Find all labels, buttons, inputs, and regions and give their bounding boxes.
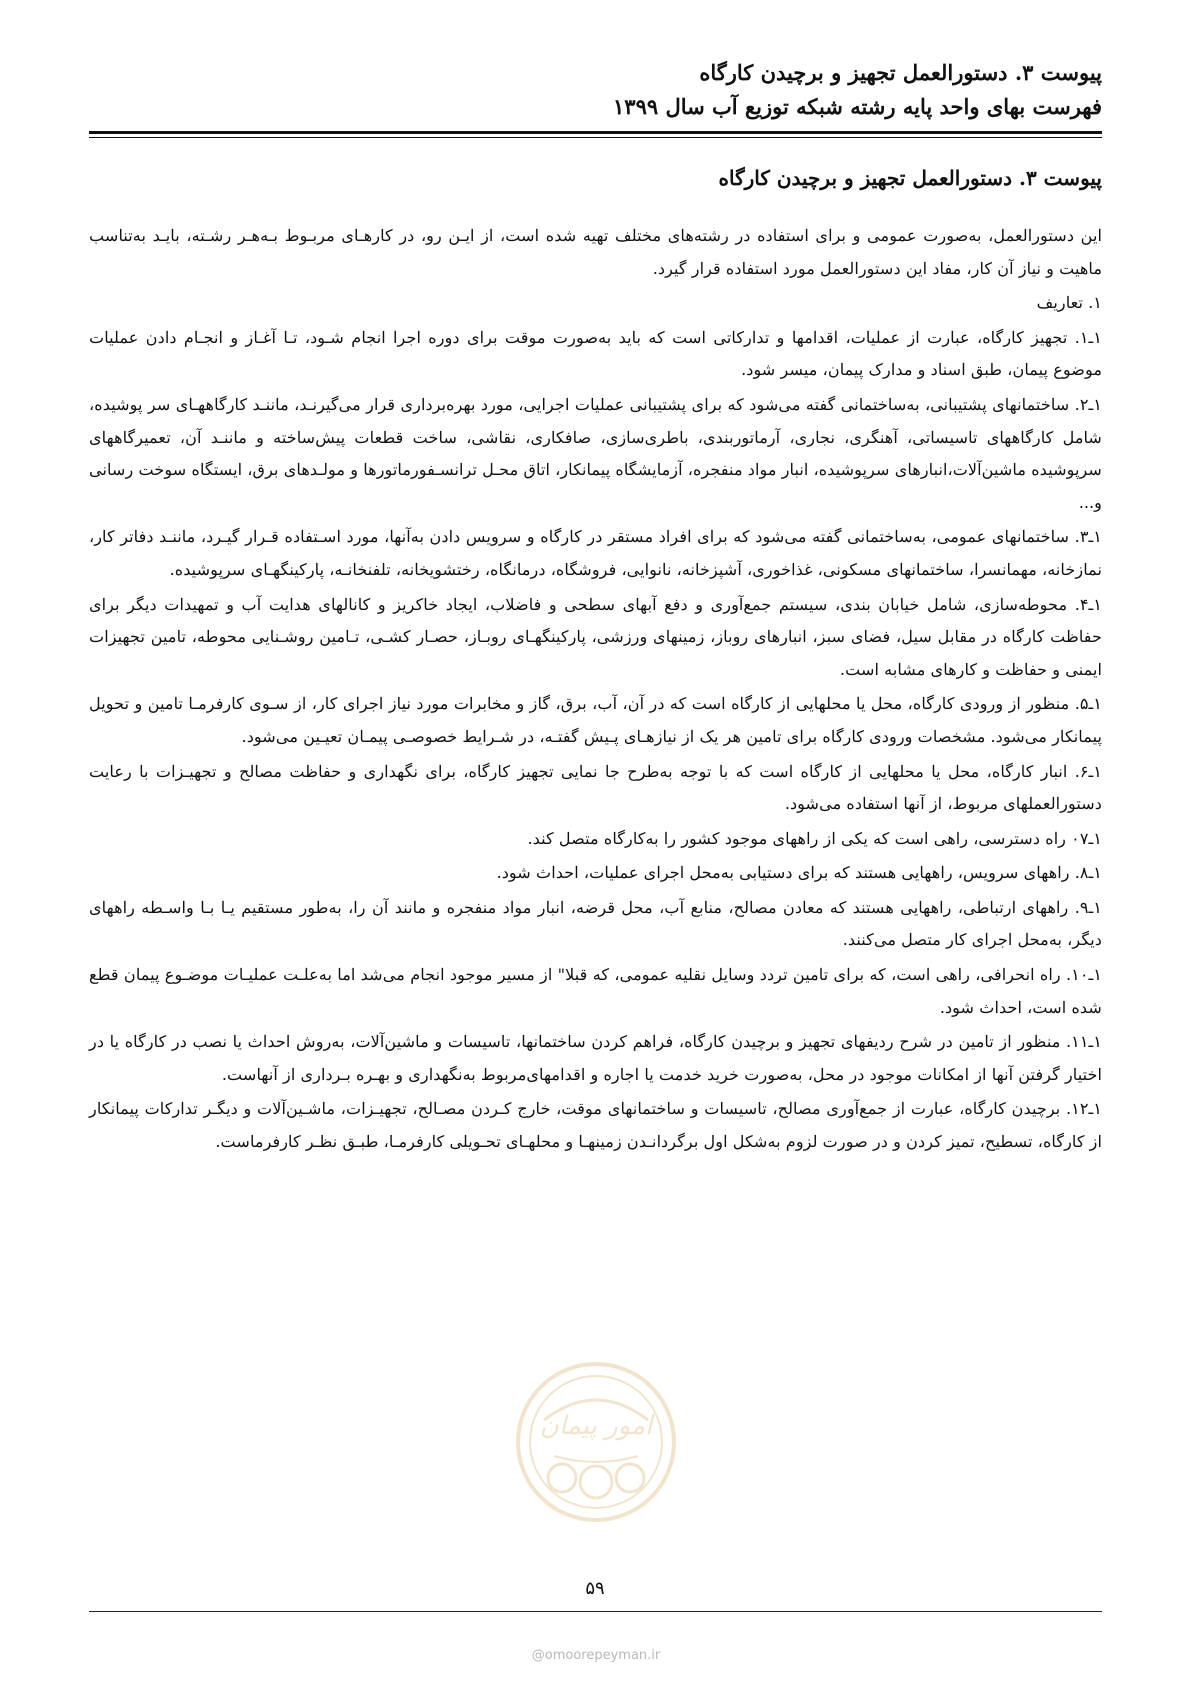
paragraph-1-4: ۱ـ۴. محوطه‌سازی، شامل خیابان بندی، سیستم جمع‌آوری و دفع آبهای سطحی و فاضلاب، ایجاد خاکریز و کانالهای هدایت آب و تمهیدات دیگر برای حفاظت کارگاه در مقابل سیل، فضای سبز، انبارهای روباز، زمینهای ورزشی، پارکینگهـای روبـاز، حصـار کشـی، تـامین روشـنایی محوطه، تامین تجهیزات ایمنی و حفاظت و کارهای مشابه است.: [89, 594, 1102, 679]
header-rule-thick: [89, 131, 1102, 134]
paragraph-1-12: ۱ـ۱۲. برچیدن کارگاه، عبارت از جمع‌آوری مصالح، تاسیسات و ساختمانهای موقت، خارج کـردن مصـالح، تجهیـزات، ماشـین‌آلات و دیگـر تدارکات پیمانکار از کارگاه، تسطیح، تمیز کردن و در صورت لزوم به‌شکل اول برگردانـدن زمینهـا و محلهـای تحـویلی کارفرمـا، طبـق نظـر کارفرماست.: [89, 1099, 1102, 1152]
paragraph-1-11: ۱ـ۱۱. منظور از تامین در شرح ردیفهای تجهیز و برچیدن کارگاه، فراهم کردن ساختمانها، تاسیسات و ماشین‌آلات، به‌روش احداث یا نصب در کارگاه یا در اختیار گرفتن آنها از امکانات موجود در محل، به‌صورت خرید خدمت یا اجاره و اقدامهای‌مربوط به‌نگهداری و بهـره بـرداری از آنهاست.: [89, 1032, 1102, 1084]
running-header: [89, 56, 1102, 124]
paragraph-1-5: ۱ـ۵. منظور از ورودی کارگاه، محل یا محلهایی از کارگاه است که در آن، آب، برق، گاز و مخابرات مورد نیاز اجرای کار، از سـوی کارفرمـا تامین و تحویل پیمانکار می‌شود. مشخصات ورودی کارگاه برای تامین هر یک از نیازهـای پـیش گفتـه، در شـرایط خصوصـی پیمـان تعیـین می‌شود.: [89, 694, 1102, 746]
paragraph-1-7: ۱ـ۰۷ راه دسترسی، راهی است که یکی از راههای موجود کشور را به‌کارگاه متصل کند.: [527, 828, 1102, 848]
section-title: پیوست ۳. دستورالعمل تجهیز و برچیدن کارگاه: [718, 166, 1102, 190]
page-number: ۵۹: [585, 1578, 605, 1599]
footer-rule: [89, 1611, 1102, 1612]
paragraph-1-6: ۱ـ۶. انبار کارگاه، محل یا محلهایی از کارگاه است که با توجه به‌طرح جا نمایی تجهیز کارگاه، برای نگهداری و حفاظت مصالح و تجهیـزات با رعایت دستورالعملهای مربوط، از آنها استفاده می‌شود.: [89, 761, 1102, 814]
paragraph-1-1: ۱ـ۱. تجهیز کارگاه، عبارت از عملیات، اقدامها و تدارکاتی است که باید به‌صورت موقت برای دوره اجرا انجام شـود، تـا آغـاز و انجـام دادن عملیات موضوع پیمان، طبق اسناد و مدارک پیمان، میسر شود.: [89, 327, 1102, 380]
paragraph-intro: این دستورالعمل، به‌صورت عمومی و برای استفاده در رشته‌های مختلف تهیه شده است، از ایـن رو، در کارهـای مربـوط بـه‌هـر رشـته، بایـد به‌تناسب ماهیت و نیاز آن کار، مفاد این دستورالعمل مورد استفاده قرار گیرد.: [89, 226, 1102, 278]
paragraph-1-10: ۱ـ۱۰. راه انحرافی، راهی است، که برای تامین تردد وسایل نقلیه عمومی، که قبلا" از مسیر موجود انجام می‌شد اما به‌علـت عملیـات موضـوع پیمان قطع شده است، احداث شود.: [89, 965, 1102, 1017]
watermark-seal-icon: [514, 1360, 678, 1524]
body-text: [89, 220, 1102, 1161]
paragraph-1-3: ۱ـ۳. ساختمانهای عمومی، به‌ساختمانی گفته می‌شود که برای افراد مستقر در کارگاه و سرویس دادن به‌آنها، مورد اسـتفاده قـرار گیـرد، ماننـد دفاتر کار، نمازخانه، مهمانسرا، ساختمانهای مسکونی، غذاخوری، آشپزخانه، نانوایی، فروشگاه، درمانگاه، رختشویخانه، تلفنخانـه، پارکینگهـای سرپوشیده.: [89, 527, 1102, 579]
paragraph-1-9: ۱ـ۹. راههای ارتباطی، راههایی هستند که معادن مصالح، منابع آب، محل قرضه، انبار مواد منفجره و مانند آن را، به‌طور مستقیم یـا بـا واسـطه راههای دیگر، به‌محل اجرای کار متصل می‌کنند.: [89, 897, 1102, 950]
paragraph-definitions-heading: ۱. تعاریف: [1036, 293, 1102, 313]
header-rule-thin: [89, 137, 1102, 138]
paragraph-1-8: ۱ـ۸. راههای سرویس، راههایی هستند که برای دستیابی به‌محل اجرای عملیات، احداث شود.: [496, 863, 1102, 883]
header-appendix-title: پیوست ۳. دستورالعمل تجهیز و برچیدن کارگاه: [699, 60, 1102, 85]
site-watermark: @omoorepeyman.ir: [531, 1648, 661, 1663]
paragraph-1-2: ۱ـ۲. ساختمانهای پشتیبانی، به‌ساختمانی گفته می‌شود که برای پشتیبانی عملیات اجرایی، مورد بهره‌برداری قرار می‌گیرنـد، ماننـد کارگاههـای سر پوشیده، شامل کارگاههای تاسیساتی، آهنگری، نجاری، آرماتوربندی، باطری‌سازی، صافکاری، نقاشی، ساخت قطعات پیش‌ساخته و ماننـد آن، تعمیرگاههای سرپوشیده ماشین‌آلات،انبارهای سرپوشیده، انبار مواد منفجره، آزمایشگاه پیمانکار، اتاق محـل ترانسـفورماتورها و مولـدهای برق، ایستگاه سوخت رسانی و...: [89, 394, 1102, 512]
header-document-title: فهرست بهای واحد پایه رشته شبکه توزیع آب سال ۱۳۹۹: [613, 94, 1102, 119]
watermark-text: امور پیمان: [539, 1411, 653, 1441]
